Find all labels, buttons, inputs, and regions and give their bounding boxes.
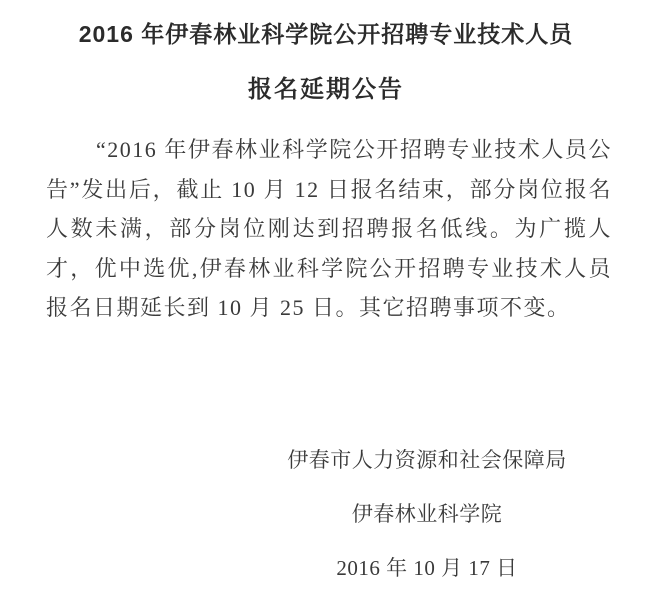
document-title-line1: 2016 年伊春林业科学院公开招聘专业技术人员 (78, 21, 574, 47)
signature-issuer-academy: 伊春林业科学院 (351, 501, 503, 526)
signature-date: 2016 年 10 月 17 日 (336, 555, 518, 580)
document-title-line2: 报名延期公告 (248, 76, 404, 103)
announcement-body-paragraph: “2016 年伊春林业科学院公开招聘专业技术人员公告”发出后，截止 10 月 12 日报名结束，部分岗位报名人数未满，部分岗位刚达到招聘报名低线。为广揽人才，优中选优,伊春林业科学院公开招聘专业技术人员报名日期延长到 10 月 25 日。其它招聘事项不变。 (46, 137, 612, 320)
signature-block (287, 445, 567, 607)
signature-issuer-bureau: 伊春市人力资源和社会保障局 (287, 447, 567, 472)
